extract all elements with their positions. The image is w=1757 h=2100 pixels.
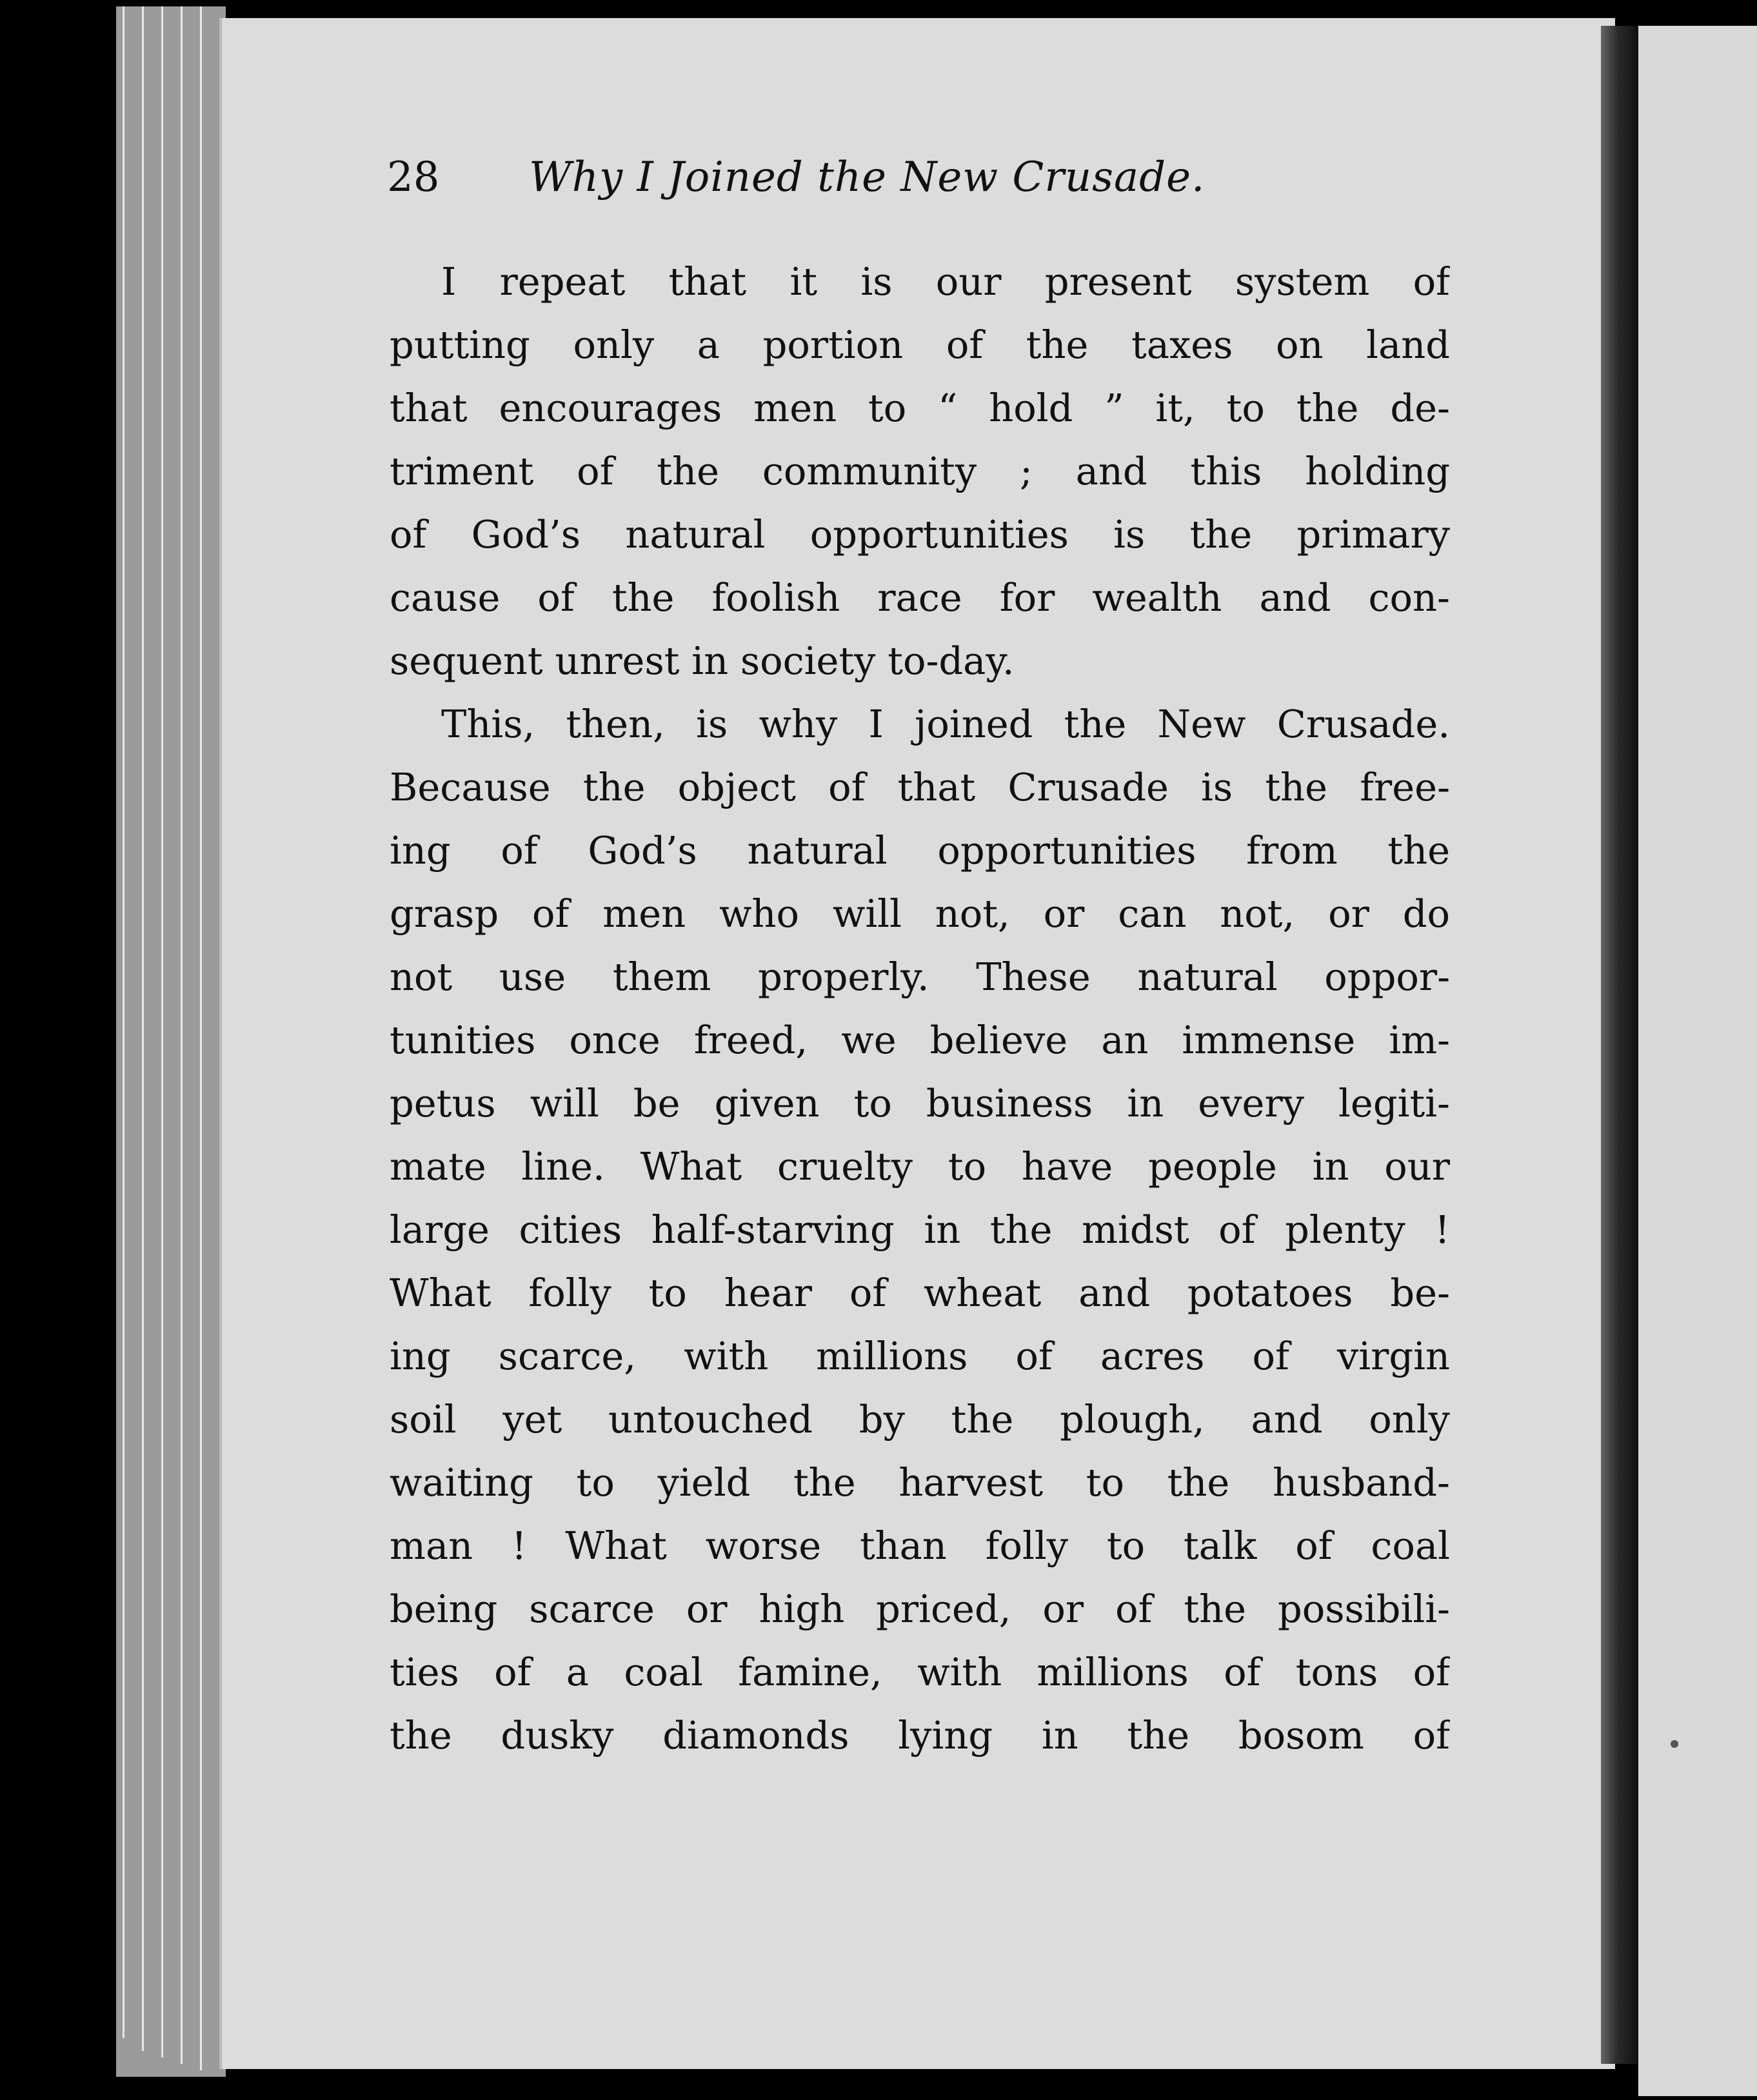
text-line: waiting to yield the harvest to the husband- <box>390 1460 1450 1505</box>
text-line: ties of a coal famine, with millions of tons of <box>390 1650 1450 1694</box>
page-edge-line <box>161 6 163 2057</box>
text-line: Because the object of that Crusade is the free- <box>390 765 1450 809</box>
paragraph <box>390 693 1450 1767</box>
page-edge-line <box>181 6 183 2064</box>
book-gutter <box>1601 26 1638 2064</box>
text-line: the dusky diamonds lying in the bosom of <box>390 1713 1450 1758</box>
page-number: 28 <box>387 154 440 201</box>
text-line: sequent unrest in society to-day. <box>390 639 1015 683</box>
text-line: mate line. What cruelty to have people in our <box>390 1144 1450 1189</box>
text-line: of God’s natural opportunities is the primary <box>390 512 1450 557</box>
text-line: This, then, is why I joined the New Crusade. <box>441 702 1450 746</box>
text-line: grasp of men who will not, or can not, or do <box>390 891 1450 936</box>
text-line: putting only a portion of the taxes on land <box>390 322 1450 367</box>
page-edges <box>116 6 226 2077</box>
page-edge-line <box>123 6 124 2038</box>
text-line: ing of God’s natural opportunities from the <box>390 828 1450 873</box>
text-line: cause of the foolish race for wealth and con- <box>390 575 1450 620</box>
text-line: soil yet untouched by the plough, and only <box>390 1397 1450 1441</box>
paragraph <box>390 250 1450 693</box>
page-header <box>387 148 1484 213</box>
text-line: tunities once freed, we believe an immense im- <box>390 1018 1450 1062</box>
text-line: that encourages men to “ hold ” it, to the de- <box>390 386 1450 430</box>
text-line: man ! What worse than folly to talk of coal <box>390 1523 1450 1568</box>
text-line: being scarce or high priced, or of the possibili- <box>390 1587 1450 1631</box>
text-line: What folly to hear of wheat and potatoes be- <box>390 1271 1450 1315</box>
text-line: large cities half-starving in the midst of plenty ! <box>390 1207 1450 1252</box>
running-title: Why I Joined the New Crusade. <box>529 154 1206 201</box>
body-text <box>390 250 1450 1767</box>
facing-page-edge <box>1638 26 1757 2096</box>
text-line: not use them properly. These natural oppor- <box>390 955 1450 999</box>
text-line: I repeat that it is our present system of <box>441 259 1450 304</box>
page-edge-line <box>142 6 144 2051</box>
page-edge-line <box>200 6 202 2070</box>
facing-page-speck <box>1671 1740 1678 1748</box>
text-line: ing scarce, with millions of acres of virgin <box>390 1334 1450 1378</box>
text-line: triment of the community ; and this holding <box>390 449 1450 493</box>
text-line: petus will be given to business in every legiti- <box>390 1081 1450 1125</box>
